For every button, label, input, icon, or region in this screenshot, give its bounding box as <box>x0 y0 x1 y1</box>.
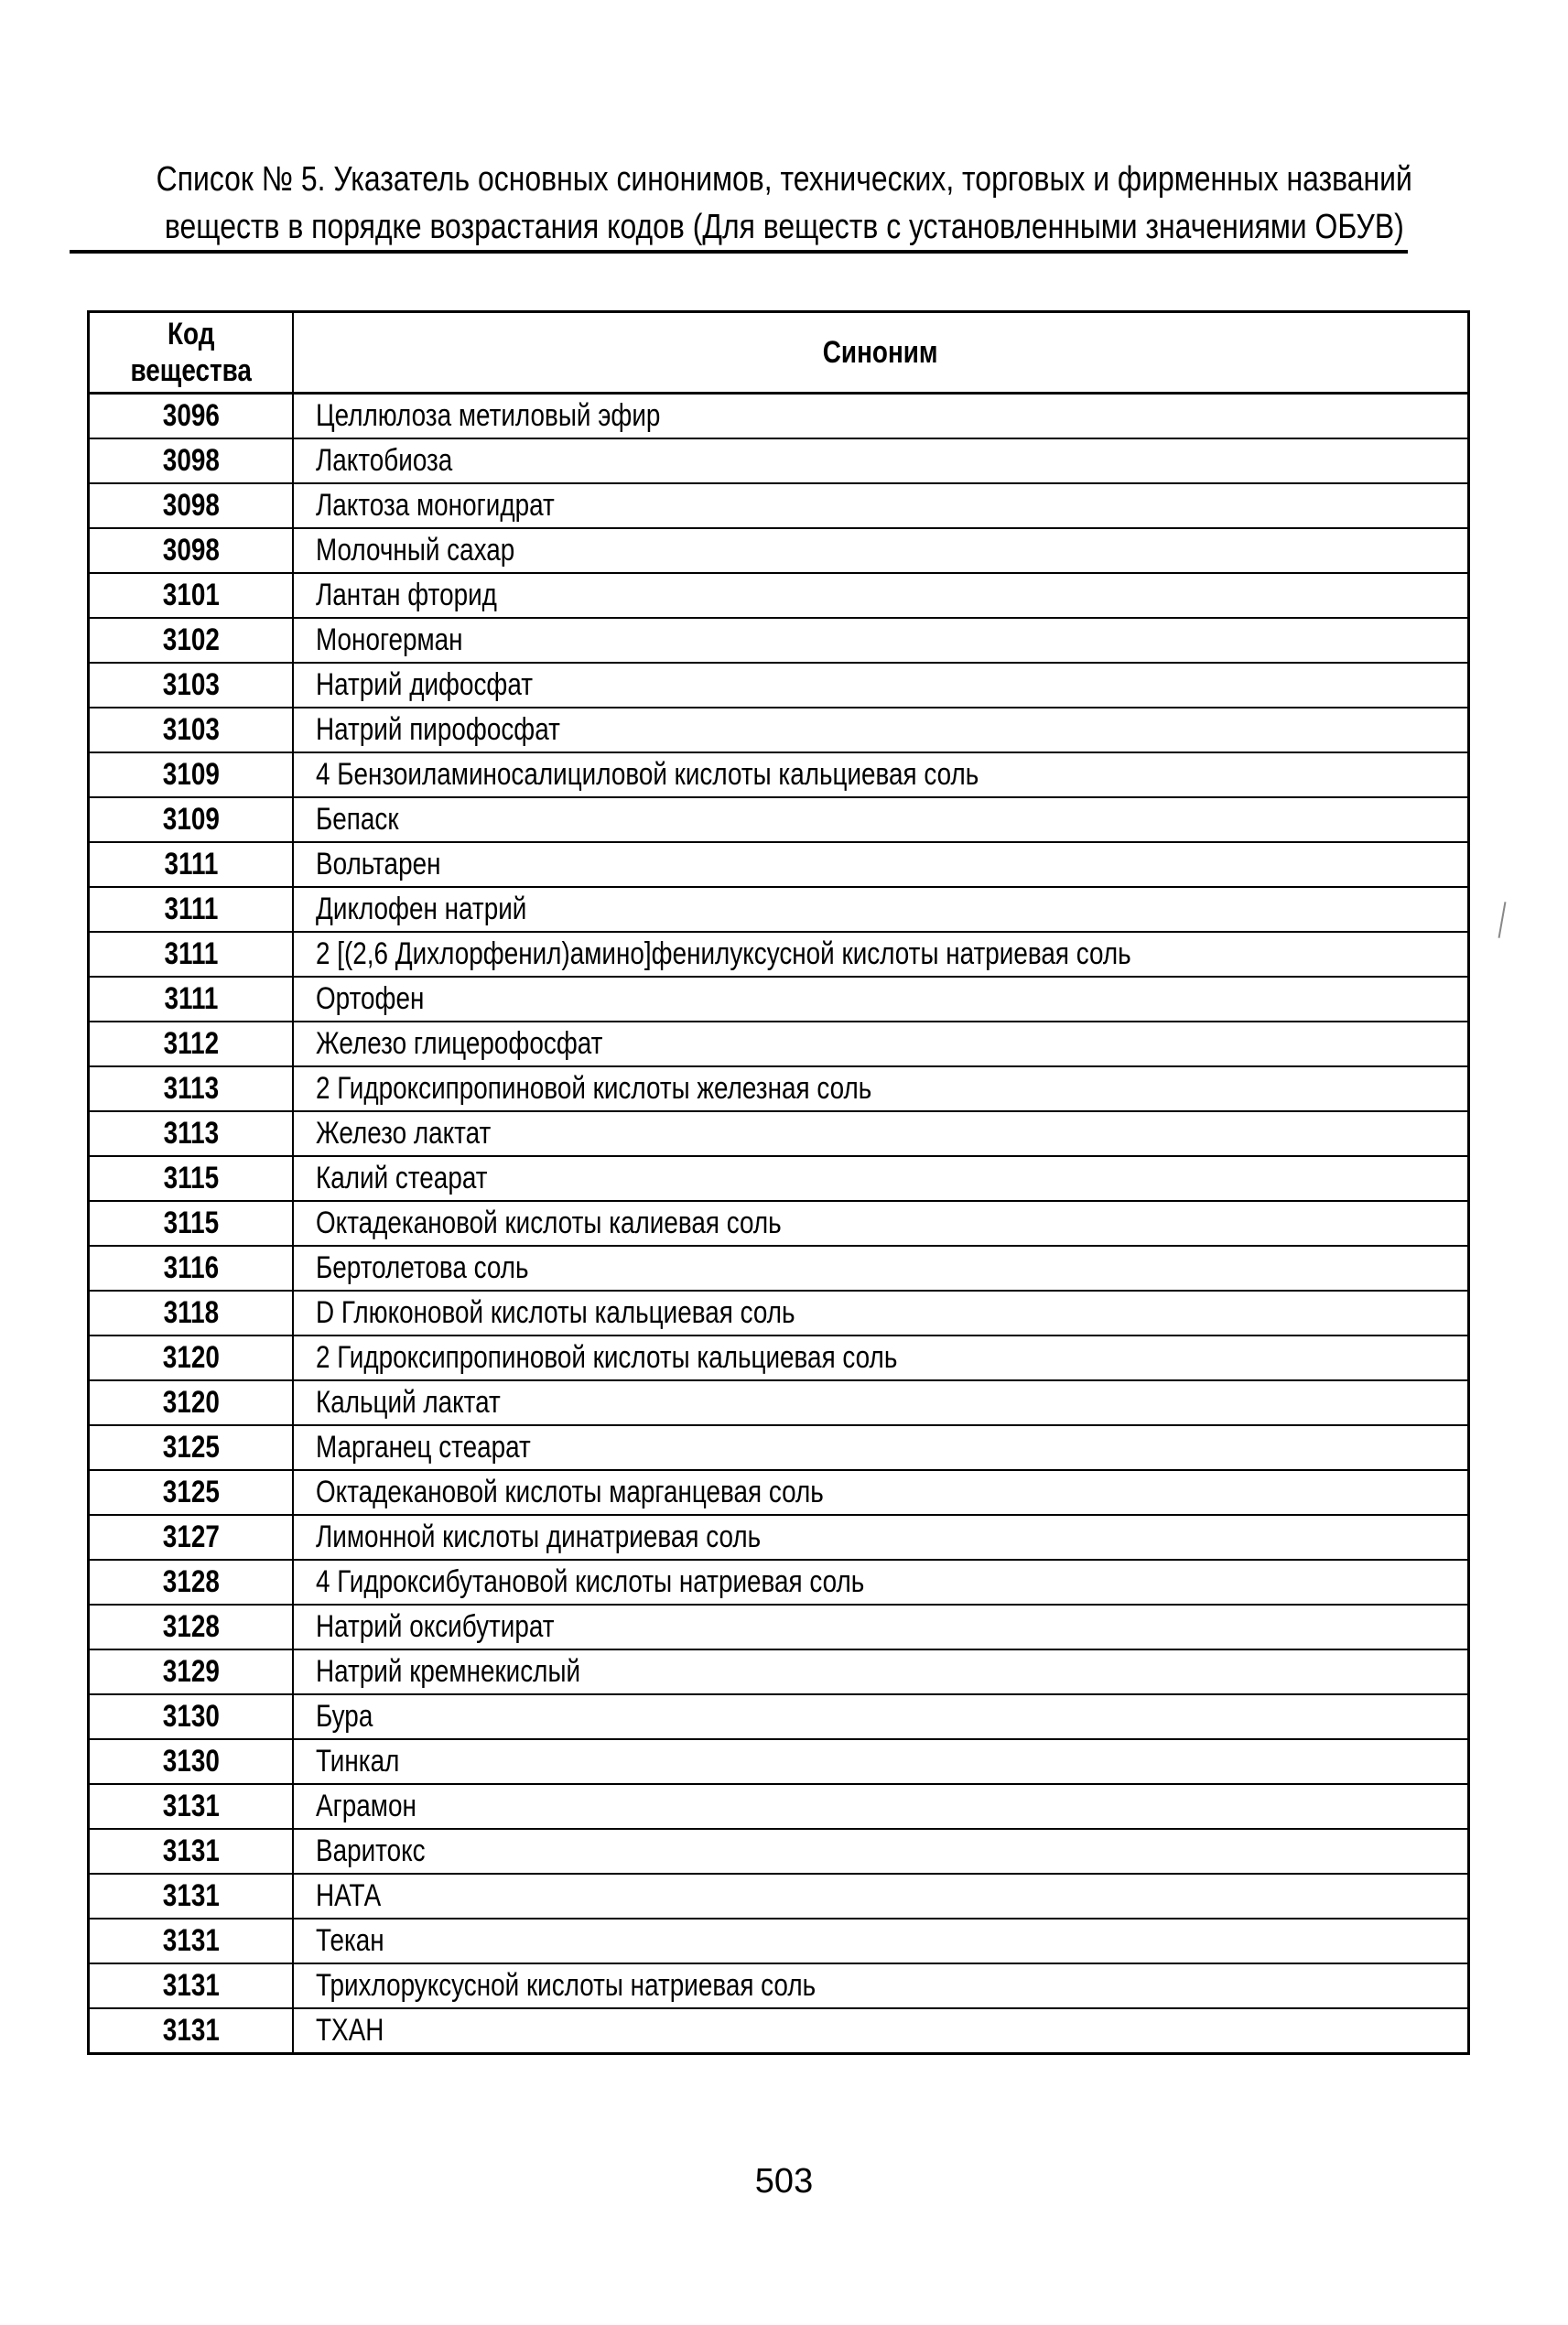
synonym-cell <box>293 1919 1469 1963</box>
code-cell <box>89 1963 294 2008</box>
synonym-value: Текан <box>316 1923 384 1958</box>
synonym-value: Марганец стеарат <box>316 1430 531 1465</box>
table-row <box>89 1739 1469 1784</box>
code-value: 3131 <box>162 1789 220 1823</box>
code-value: 3131 <box>162 1923 220 1958</box>
synonym-value: Диклофен натрий <box>316 892 527 926</box>
table-row <box>89 1963 1469 2008</box>
code-value: 3109 <box>162 802 220 837</box>
synonym-cell <box>293 1560 1469 1605</box>
code-value: 3129 <box>162 1654 220 1689</box>
code-value: 3103 <box>162 667 220 702</box>
code-cell <box>89 394 294 439</box>
synonym-value: Лактоза моногидрат <box>316 488 555 523</box>
synonym-value: Октадекановой кислоты марганцевая соль <box>316 1475 824 1509</box>
header-synonym-label: Синоним <box>823 335 938 370</box>
code-value: 3131 <box>162 1833 220 1868</box>
synonym-value: Лимонной кислоты динатриевая соль <box>316 1519 762 1554</box>
table-row <box>89 1919 1469 1963</box>
synonym-value: Вольтарен <box>316 847 441 881</box>
code-value: 3115 <box>163 1206 219 1240</box>
synonym-value: Моногерман <box>316 622 463 657</box>
header-code-line1: Код <box>167 317 215 351</box>
synonym-value: Железо глицерофосфат <box>316 1026 603 1061</box>
synonym-cell <box>293 438 1469 483</box>
code-cell <box>89 1201 294 1246</box>
synonym-cell <box>293 1022 1469 1066</box>
page-number: 503 <box>754 2162 814 2201</box>
code-cell <box>89 618 294 663</box>
synonym-value: Железо лактат <box>316 1116 492 1151</box>
code-cell <box>89 528 294 573</box>
code-cell <box>89 573 294 618</box>
synonym-cell <box>293 1784 1469 1829</box>
table-row <box>89 1784 1469 1829</box>
code-value: 3098 <box>162 443 220 478</box>
synonym-cell <box>293 1425 1469 1470</box>
code-cell <box>89 1066 294 1111</box>
code-cell <box>89 708 294 752</box>
synonym-cell <box>293 752 1469 797</box>
code-value: 3120 <box>162 1385 220 1420</box>
synonym-cell <box>293 573 1469 618</box>
table-row <box>89 618 1469 663</box>
header-code-line2: вещества <box>130 353 252 388</box>
table-row <box>89 1066 1469 1111</box>
table-row <box>89 394 1469 439</box>
table-row <box>89 842 1469 887</box>
synonym-value: 2 Гидроксипропиновой кислоты железная соль <box>316 1071 872 1106</box>
synonym-cell <box>293 1246 1469 1291</box>
synonym-value: D Глюконовой кислоты кальциевая соль <box>316 1295 795 1330</box>
synonym-cell <box>293 483 1469 528</box>
margin-mark <box>1498 902 1507 938</box>
table-row <box>89 1694 1469 1739</box>
table-row <box>89 752 1469 797</box>
code-cell <box>89 1470 294 1515</box>
synonym-value: НАТА <box>316 1878 382 1913</box>
synonym-cell <box>293 1739 1469 1784</box>
synonym-cell <box>293 1156 1469 1201</box>
code-value: 3118 <box>163 1295 219 1330</box>
synonym-value: Кальций лактат <box>316 1385 501 1420</box>
code-value: 3101 <box>162 578 220 612</box>
code-value: 3113 <box>163 1116 219 1151</box>
synonym-cell <box>293 1515 1469 1560</box>
synonym-cell <box>293 1380 1469 1425</box>
table-row <box>89 797 1469 842</box>
table-row <box>89 483 1469 528</box>
code-cell <box>89 438 294 483</box>
table-row <box>89 573 1469 618</box>
code-cell <box>89 887 294 932</box>
table-row <box>89 1470 1469 1515</box>
code-value: 3125 <box>162 1475 220 1509</box>
code-cell <box>89 1111 294 1156</box>
synonym-cell <box>293 932 1469 977</box>
synonym-value: Аграмон <box>316 1789 416 1823</box>
table-row <box>89 438 1469 483</box>
code-value: 3116 <box>163 1250 219 1285</box>
code-value: 3098 <box>162 488 220 523</box>
code-cell <box>89 483 294 528</box>
synonym-cell <box>293 663 1469 708</box>
code-cell <box>89 1560 294 1605</box>
code-cell <box>89 1694 294 1739</box>
table-row <box>89 528 1469 573</box>
code-cell <box>89 842 294 887</box>
header-synonym <box>293 312 1469 394</box>
synonym-value: Натрий дифосфат <box>316 667 534 702</box>
table-row <box>89 1829 1469 1874</box>
table-row <box>89 887 1469 932</box>
code-cell <box>89 1291 294 1336</box>
synonym-value: Калий стеарат <box>316 1161 488 1195</box>
code-cell <box>89 2008 294 2054</box>
title-line-2: веществ в порядке возрастания кодов (Для веществ с установленными значениями ОБУВ) <box>164 208 1404 246</box>
code-value: 3128 <box>162 1609 220 1644</box>
code-cell <box>89 1380 294 1425</box>
synonym-cell <box>293 842 1469 887</box>
code-value: 3125 <box>162 1430 220 1465</box>
table-row <box>89 1560 1469 1605</box>
code-value: 3109 <box>162 757 220 792</box>
code-value: 3113 <box>163 1071 219 1106</box>
code-cell <box>89 1156 294 1201</box>
synonym-value: Натрий кремнекислый <box>316 1654 581 1689</box>
table-header-row <box>89 312 1469 394</box>
synonym-value: Натрий пирофосфат <box>316 712 560 747</box>
synonym-value: Бертолетова соль <box>316 1250 529 1285</box>
synonym-cell <box>293 1201 1469 1246</box>
table-row <box>89 1336 1469 1380</box>
table-row <box>89 932 1469 977</box>
code-cell <box>89 752 294 797</box>
table-row <box>89 1649 1469 1694</box>
code-cell <box>89 1246 294 1291</box>
synonym-value: Ортофен <box>316 981 425 1016</box>
code-value: 3131 <box>162 2013 220 2048</box>
synonym-cell <box>293 887 1469 932</box>
code-value: 3127 <box>162 1519 220 1554</box>
synonym-value: 4 Бензоиламиносалициловой кислоты кальциевая соль <box>316 757 979 792</box>
table-row <box>89 1605 1469 1649</box>
code-value: 3120 <box>162 1340 220 1375</box>
code-cell <box>89 1649 294 1694</box>
synonym-value: 4 Гидроксибутановой кислоты натриевая соль <box>316 1564 865 1599</box>
synonym-cell <box>293 1694 1469 1739</box>
synonym-cell <box>293 1874 1469 1919</box>
synonym-value: Лактобиоза <box>316 443 453 478</box>
table-row <box>89 1111 1469 1156</box>
table-row <box>89 977 1469 1022</box>
synonym-cell <box>293 797 1469 842</box>
header-code <box>89 312 294 394</box>
table-row <box>89 1380 1469 1425</box>
table-row <box>89 1874 1469 1919</box>
code-cell <box>89 1739 294 1784</box>
synonym-value: Трихлоруксусной кислоты натриевая соль <box>316 1968 816 2003</box>
code-cell <box>89 977 294 1022</box>
code-value: 3096 <box>162 398 220 433</box>
code-cell <box>89 1336 294 1380</box>
synonyms-table <box>87 310 1470 2055</box>
synonym-value: Молочный сахар <box>316 533 515 568</box>
code-cell <box>89 1425 294 1470</box>
table-row <box>89 1022 1469 1066</box>
table-row <box>89 1156 1469 1201</box>
code-cell <box>89 1829 294 1874</box>
code-value: 3111 <box>164 892 218 926</box>
table-row <box>89 2008 1469 2054</box>
code-value: 3131 <box>162 1878 220 1913</box>
synonym-cell <box>293 394 1469 439</box>
synonym-cell <box>293 1963 1469 2008</box>
synonym-cell <box>293 1470 1469 1515</box>
code-value: 3098 <box>162 533 220 568</box>
synonym-value: 2 Гидроксипропиновой кислоты кальциевая соль <box>316 1340 898 1375</box>
code-cell <box>89 797 294 842</box>
table-row <box>89 1246 1469 1291</box>
synonym-cell <box>293 528 1469 573</box>
synonym-value: 2 [(2,6 Дихлорфенил)амино]фенилуксусной кислоты натриевая соль <box>316 936 1131 971</box>
synonym-value: Бура <box>316 1699 373 1734</box>
synonym-cell <box>293 1111 1469 1156</box>
table-row <box>89 663 1469 708</box>
synonym-cell <box>293 618 1469 663</box>
code-value: 3131 <box>162 1968 220 2003</box>
code-value: 3128 <box>162 1564 220 1599</box>
code-cell <box>89 1515 294 1560</box>
synonym-cell <box>293 1649 1469 1694</box>
code-cell <box>89 932 294 977</box>
code-cell <box>89 1022 294 1066</box>
code-cell <box>89 1919 294 1963</box>
code-cell <box>89 1874 294 1919</box>
table-row <box>89 1425 1469 1470</box>
code-value: 3115 <box>163 1161 219 1195</box>
synonym-cell <box>293 1291 1469 1336</box>
synonym-value: Натрий оксибутират <box>316 1609 555 1644</box>
code-cell <box>89 1784 294 1829</box>
synonym-value: Целлюлоза метиловый эфир <box>316 398 661 433</box>
synonym-cell <box>293 1066 1469 1111</box>
synonym-value: Варитокс <box>316 1833 426 1868</box>
synonym-cell <box>293 1336 1469 1380</box>
table-row <box>89 708 1469 752</box>
code-value: 3103 <box>162 712 220 747</box>
title-line-1: Список № 5. Указатель основных синонимов, технических, торговых и фирменных названий <box>156 160 1412 199</box>
synonym-cell <box>293 1829 1469 1874</box>
code-cell <box>89 1605 294 1649</box>
synonym-value: Лантан фторид <box>316 578 497 612</box>
code-value: 3112 <box>163 1026 219 1061</box>
code-value: 3102 <box>162 622 220 657</box>
table-row <box>89 1515 1469 1560</box>
synonym-value: Тинкал <box>316 1744 400 1779</box>
code-cell <box>89 663 294 708</box>
code-value: 3111 <box>164 847 218 881</box>
synonym-cell <box>293 2008 1469 2054</box>
synonym-cell <box>293 708 1469 752</box>
code-value: 3130 <box>162 1744 220 1779</box>
title-underline <box>70 250 1408 254</box>
synonym-value: Октадекановой кислоты калиевая соль <box>316 1206 782 1240</box>
synonym-cell <box>293 1605 1469 1649</box>
code-value: 3111 <box>164 936 218 971</box>
code-value: 3130 <box>162 1699 220 1734</box>
table-row <box>89 1291 1469 1336</box>
code-value: 3111 <box>164 981 218 1016</box>
synonym-cell <box>293 977 1469 1022</box>
synonym-value: ТХАН <box>316 2013 384 2048</box>
document-title <box>0 156 1568 251</box>
table-row <box>89 1201 1469 1246</box>
synonym-value: Бепаск <box>316 802 399 837</box>
